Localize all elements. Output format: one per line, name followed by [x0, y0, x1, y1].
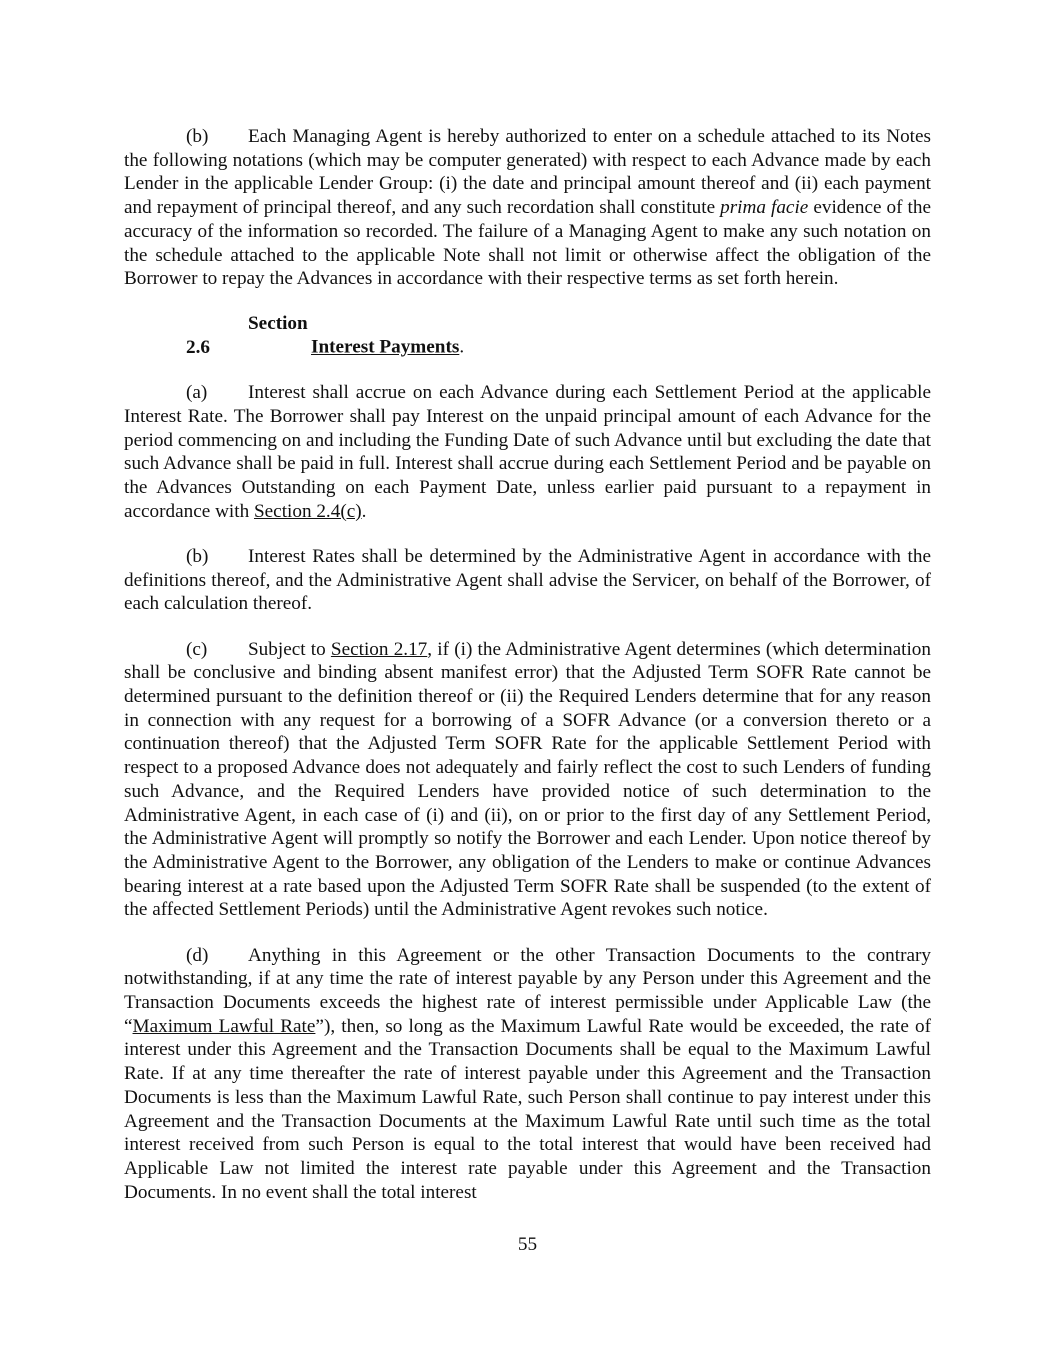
- paragraph-text: .: [361, 500, 367, 522]
- cross-reference: Section 2.17: [330, 638, 428, 660]
- document-page: [124, 125, 931, 1204]
- section-heading: [124, 312, 931, 359]
- paragraph-text: Anything in this Agreement or the other Transaction Documents to the contrary notwithstanding, if at any time the rate of interest payable by any Person under this Agreement and the Transaction Documents exceeds the highest rate of interest permissible under Applicable Law (the “: [124, 944, 931, 1037]
- section-title: Interest Payments: [311, 337, 460, 359]
- paragraph-label: (c): [186, 638, 208, 660]
- section-title-period: .: [459, 337, 465, 359]
- cross-reference: Section 2.4(c): [253, 500, 362, 522]
- paragraph-c-sofr: [124, 638, 931, 922]
- section-number: Section 2.6: [186, 313, 308, 359]
- paragraph-text: , if (i) the Administrative Agent determines (which determination shall be conclusive and binding absent manifest error) that the Adjusted Term SOFR Rate cannot be determined pursuant to the definition thereof or (ii) the Required Lenders determine that for any reason in connection with any request for a borrowing of a SOFR Advance (or a conversion thereto or a continuation thereof) that the Adjusted Term SOFR Rate for the applicable Settlement Period with respect to a proposed Advance does not adequately and fairly reflect the cost to such Lenders of funding such Advance, and the Required Lenders have provided notice of such determination to the Administrative Agent, in each case of (i) and (ii), on or prior to the first day of any Settlement Period, the Administrative Agent will promptly so notify the Borrower and each Lender. Upon notice thereof by the Administrative Agent to the Borrower, any obligation of the Lenders to make or continue Advances bearing interest at a rate based upon the Adjusted Term SOFR Rate shall be suspended (to the extent of the affected Settlement Periods) until the Administrative Agent revokes such notice.: [124, 638, 931, 921]
- paragraph-text: Interest shall accrue on each Advance during each Settlement Period at the applicable Interest Rate. The Borrower shall pay Interest on the unpaid principal amount of each Advance for the period commencing on and including the Funding Date of such Advance until but excluding the date that such Advance shall be paid in full. Interest shall accrue during each Settlement Period and be payable on the Advances Outstanding on each Payment Date, unless earlier paid pursuant to a repayment in accordance with: [124, 382, 931, 522]
- italic-term: prima facie: [720, 197, 809, 219]
- page-number: 55: [517, 1234, 538, 1255]
- paragraph-text: Each Managing Agent is hereby authorized to enter on a schedule attached to its Notes the following notations (which may be computer generated) with respect to each Advance made by each Lender in the applicable Lender Group: (i) the date and principal amount thereof and (ii) each payment and repayment of principal thereof, and any such recordation shall constitute: [124, 126, 931, 219]
- paragraph-label: (b): [186, 546, 209, 568]
- paragraph-label: (d): [186, 944, 209, 966]
- paragraph-label: (b): [186, 126, 209, 147]
- defined-term: Maximum Lawful Rate: [132, 1015, 316, 1037]
- paragraph-b-notations: [124, 125, 931, 291]
- paragraph-text: Interest Rates shall be determined by the Administrative Agent in accordance with the definitions thereof, and the Administrative Agent shall advise the Servicer, on behalf of the Borrower, of each calculation thereof.: [124, 546, 931, 615]
- paragraph-text: evidence of the accuracy of the information so recorded. The failure of a Managing Agent to make any such notation on the schedule attached to the applicable Note shall not limit or otherwise affect the obligation of the Borrower to repay the Advances in accordance with their respective terms as set forth herein.: [124, 197, 931, 290]
- paragraph-a-interest-accrual: [124, 381, 931, 523]
- paragraph-text: Subject to: [248, 638, 331, 660]
- paragraph-text: ”), then, so long as the Maximum Lawful Rate would be exceeded, the rate of interest under this Agreement and the Transaction Documents shall be equal to the Maximum Lawful Rate. If at any time thereafter the rate of interest payable under this Agreement and the Transaction Documents is less than the Maximum Lawful Rate, such Person shall continue to pay interest under this Agreement and the Transaction Documents at the Maximum Lawful Rate until such time as the total interest received from such Person is equal to the total interest that would have been received had Applicable Law not limited the interest rate payable under this Agreement and the Transaction Documents. In no event shall the total interest: [124, 1015, 932, 1203]
- paragraph-label: (a): [186, 382, 208, 404]
- paragraph-b-interest-rates: [124, 545, 931, 616]
- paragraph-d-maximum-rate: [124, 944, 931, 1205]
